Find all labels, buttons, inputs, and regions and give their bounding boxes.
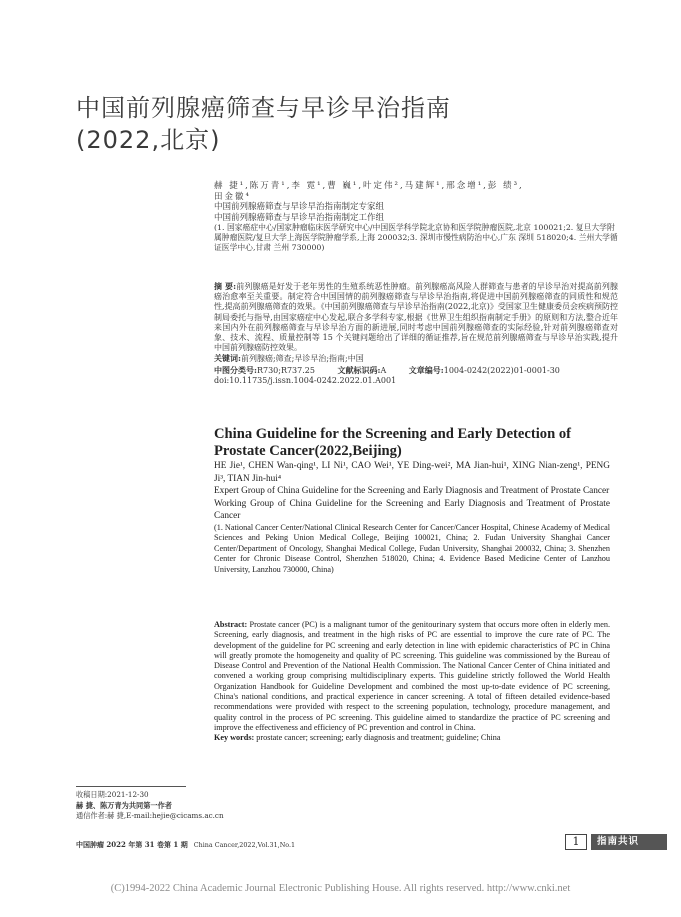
- co-first-authors: 赫 捷、陈万青为共同第一作者: [76, 800, 172, 810]
- chinese-classification-line: [214, 365, 618, 376]
- chinese-abstract-text: 前列腺癌是好发于老年男性的生殖系统恶性肿瘤。前列腺癌高风险人群筛查与患者的早诊早治对提高前列腺癌治愈率至关重要。制定符合中国国情的前列腺癌筛查与早诊早治指南,将促进中国前列腺癌筛查的同质性和规范性,提高前列腺癌筛查的效果。《中国前列腺癌筛查与早诊早治指南(2022,北京)》受国家卫生健康委员会疾病预防控制局委托与指导,由国家癌症中心发起,联合多学科专家,根据《世界卫生组织指南制定手册》的原则和方法,整合近年来国内外在前列腺癌筛查与早诊早治方面的新进展,同时考虑中国前列腺癌筛查的实际经验,针对前列腺癌筛查对象、技术、流程、质量控制等 15 个关键问题给出了详细的循证推荐,旨在规范前列腺癌筛查与早诊早治实践,提升中国前列腺癌防控效果。: [214, 282, 618, 353]
- footnote: [76, 790, 336, 822]
- clc-label: 中图分类号:: [214, 364, 257, 375]
- chinese-title: [76, 92, 636, 156]
- chinese-keywords: 前列腺癌;筛查;早诊早治;指南;中国: [240, 354, 364, 364]
- chinese-abstract-label: 摘 要:: [214, 281, 237, 291]
- received-date: 收稿日期:2021-12-30: [76, 790, 149, 799]
- chinese-working-group: 中国前列腺癌筛查与早诊早治指南制定工作组: [214, 212, 385, 223]
- chinese-expert-group: 中国前列腺癌筛查与早诊早治指南制定专家组: [214, 202, 385, 213]
- journal-name-cn: 中国肿瘤 2022 年第 31 卷第 1 期: [76, 840, 188, 849]
- english-keywords-label: Key words:: [214, 733, 255, 743]
- english-title-line1: China Guideline for the Screening and Early Detection of: [214, 426, 572, 442]
- chinese-authors-line1: 赫 捷¹,陈万青¹,李 霓¹,曹 巍¹,叶定伟²,马建辉¹,邢念增¹,彭 绩³,: [214, 181, 524, 191]
- page-number: 1: [565, 834, 587, 850]
- article-number-label: 文章编号:: [408, 364, 444, 375]
- article-number-value: 1004-0242(2022)01-0001-30: [443, 365, 560, 375]
- page-footer: [76, 838, 636, 852]
- journal-name-en: China Cancer,2022,Vol.31,No.1: [193, 841, 296, 849]
- corresponding-author: 通信作者:赫 捷,E-mail:hejie@cicams.ac.cn: [76, 811, 224, 820]
- english-authors: HE Jie¹, CHEN Wan-qing¹, LI Ni¹, CAO Wei¹, YE Ding-wei², MA Jian-hui¹, XING Nian-zeng¹, PENG Ji³, TIAN Jin-hui⁴: [214, 461, 610, 484]
- english-abstract: [214, 620, 610, 744]
- chinese-title-line2: (2022,北京): [76, 126, 221, 154]
- english-abstract-label: Abstract:: [214, 620, 248, 629]
- chinese-authors-line2: 田金徽⁴: [214, 191, 251, 202]
- chinese-affiliations: (1. 国家癌症中心/国家肿瘤临床医学研究中心/中国医学科学院北京协和医学院肿瘤医院,北京 100021;2. 复旦大学附属肿瘤医院/复旦大学上海医学院肿瘤学系,上海 200032;3. 深圳市慢性病防治中心,广东 深圳 518020;4. 兰州大学循证医学中心,甘肃 兰州 730000): [214, 223, 618, 253]
- english-header-block: [214, 426, 610, 575]
- english-affiliations: (1. National Cancer Center/National Clinical Research Center for Cancer/Cancer Hospital, Chinese Academy of Medical Sciences and Peking Union Medical College, Beijing 100021, China; 2. Fudan University Shanghai Cancer Center/Department of Oncology, Shanghai Medical College, Fudan University, Shanghai 200032, China; 3. Shenzhen Center for Chronic Disease Control, Shenzhen 518020, China; 4. Evidence Based Medicine Center of Lanzhou University, Lanzhou 730000, China): [214, 522, 610, 574]
- english-expert-group: Expert Group of China Guideline for the Screening and Early Diagnosis and Treatment of Prostate Cancer: [214, 486, 610, 496]
- english-working-group: Working Group of China Guideline for the Screening and Early Diagnosis and Treatment of Prostate Cancer: [214, 498, 610, 521]
- section-label: 指南共识: [591, 834, 667, 850]
- clc-value: R730;R737.25: [256, 365, 315, 375]
- footnote-divider: [76, 786, 186, 787]
- doc-code-label: 文献标识码:: [337, 364, 381, 375]
- english-abstract-text: Prostate cancer (PC) is a malignant tumor of the genitourinary system that occurs more often in elderly men. Screening, early diagnosis, and treatment in the high risks of PC are essential to improve the cure rate of PC. The development of the guideline for PC screening and early detection in line with epidemic characteristics of PC in China will greatly promote the homogeneity and quality of PC screening. This guideline was commissioned by the Bureau of Disease Control and Prevention of the National Health Commission. The National Cancer Center of China initiated and convened a working group comprising multidisciplinary experts. This guideline strictly followed the World Health Organization Handbook for Guideline Development and combined the most up-to-date evidence of PC screening, China's national conditions, and practical experience in cancer screening. A total of fifteen detailed evidence-based recommendations were provided with respect to the screening population, technology, procedure management, and quality control in the process of PC screening. This guideline aimed to standardize the practice of PC screening and improve the effectiveness and efficiency of PC prevention and control in China.: [214, 620, 611, 732]
- doi: doi:10.11735/j.issn.1004-0242.2022.01.A001: [214, 375, 397, 385]
- chinese-title-line1: 中国前列腺癌筛查与早诊早治指南: [76, 94, 451, 122]
- chinese-abstract: [214, 281, 618, 386]
- english-title-line2: Prostate Cancer(2022,Beijing): [214, 443, 402, 459]
- copyright-watermark: (C)1994-2022 China Academic Journal Electronic Publishing House. All rights reserved. http://www.cnki.net: [110, 883, 571, 894]
- english-title: [214, 426, 610, 460]
- chinese-authors-block: [214, 181, 618, 253]
- english-keywords: prostate cancer; screening; early diagnosis and treatment; guideline; China: [256, 733, 501, 743]
- doc-code-value: A: [380, 365, 387, 375]
- chinese-keywords-label: 关键词:: [214, 353, 241, 364]
